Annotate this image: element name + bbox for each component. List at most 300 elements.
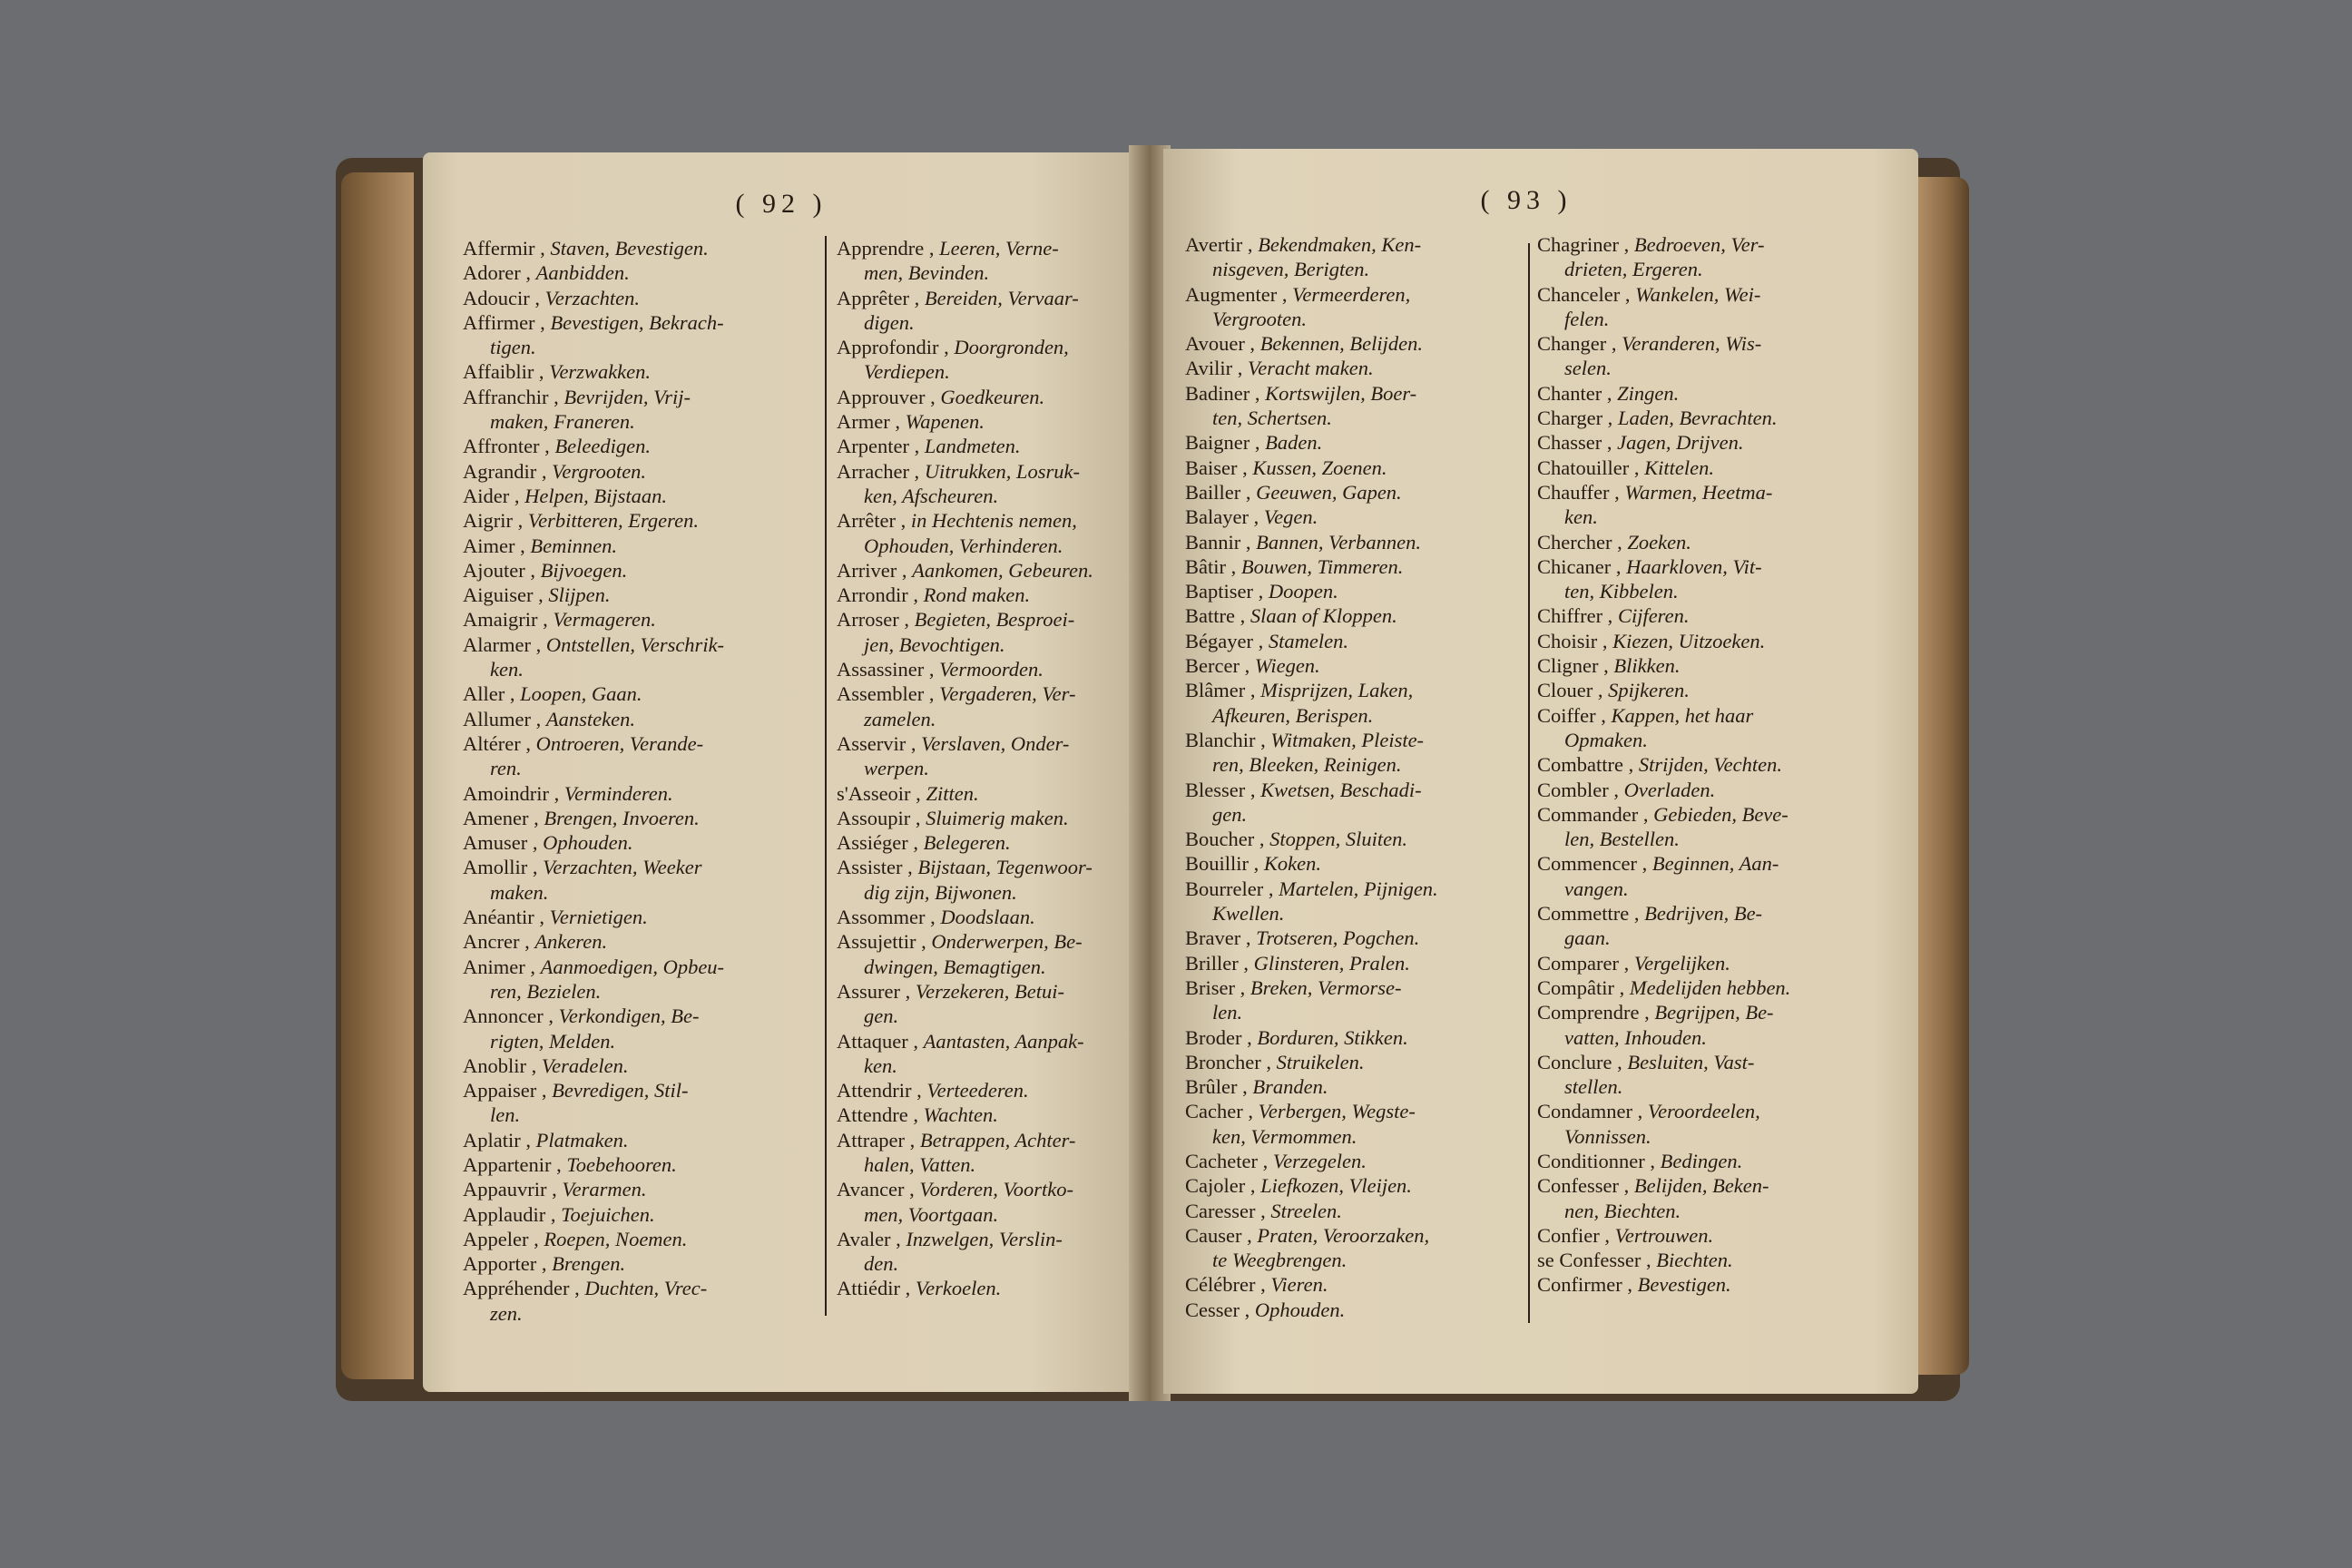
translation: Verzwakken. xyxy=(549,360,652,384)
dictionary-entry xyxy=(837,409,1093,434)
headword: Avouer , xyxy=(1185,332,1256,356)
dictionary-entry xyxy=(837,1152,1093,1177)
headword: Arpenter , xyxy=(837,435,920,458)
column-rule xyxy=(1528,243,1530,1323)
headword: Choisir , xyxy=(1537,629,1608,652)
headword: Coiffer , xyxy=(1537,703,1606,727)
headword: Adoucir , xyxy=(463,286,540,309)
dictionary-entry xyxy=(1537,603,1790,628)
headword: Altérer , xyxy=(463,731,531,755)
translation: Leeren, Verne- xyxy=(939,237,1059,260)
headword: Amaigrir , xyxy=(463,608,548,632)
translation: Jagen, Drijven. xyxy=(1617,431,1744,455)
translation: Rond maken. xyxy=(923,583,1031,607)
headword: Boucher , xyxy=(1185,828,1265,851)
dictionary-entry xyxy=(1185,703,1438,728)
headword: Approfondir , xyxy=(837,336,949,359)
translation: Liefkozen, Vleijen. xyxy=(1260,1174,1412,1198)
dictionary-entry xyxy=(837,855,1093,879)
headword: Affaiblir , xyxy=(463,360,544,384)
headword: Broncher , xyxy=(1185,1050,1271,1073)
dictionary-entry xyxy=(1185,356,1438,380)
dictionary-entry xyxy=(1537,331,1790,356)
headword: Affronter , xyxy=(463,435,550,458)
translation: Doorgronden, xyxy=(954,336,1069,359)
headword: Baigner , xyxy=(1185,431,1260,455)
headword: Amollir , xyxy=(463,856,538,879)
dictionary-entry xyxy=(1185,257,1438,281)
dictionary-entry xyxy=(463,459,724,484)
dictionary-entry xyxy=(463,905,724,929)
headword: Cligner , xyxy=(1537,654,1609,678)
dictionary-entry xyxy=(463,955,724,979)
dictionary-entry xyxy=(837,806,1093,830)
dictionary-entry xyxy=(1537,778,1790,802)
translation: Wachten. xyxy=(923,1103,998,1127)
translation: Uitrukken, Losruk- xyxy=(924,459,1081,483)
translation: Misprijzen, Laken, xyxy=(1260,679,1414,702)
translation: selen. xyxy=(1564,357,1612,380)
headword: Attendre , xyxy=(837,1103,918,1127)
translation: Wankelen, Wei- xyxy=(1635,282,1761,306)
dictionary-entry xyxy=(1537,728,1790,752)
dictionary-entry xyxy=(837,1128,1093,1152)
headword: Avertir , xyxy=(1185,233,1253,256)
translation: Kortswijlen, Boer- xyxy=(1265,381,1417,405)
dictionary-entry xyxy=(463,632,724,657)
dictionary-entry xyxy=(463,434,724,458)
headword: Bannir , xyxy=(1185,530,1251,554)
dictionary-entry xyxy=(1537,1099,1790,1123)
translation: Vermoorden. xyxy=(939,658,1044,681)
translation: Begieten, Besproei- xyxy=(914,608,1075,632)
dictionary-entry xyxy=(1537,802,1790,827)
translation: Borduren, Stikken. xyxy=(1257,1025,1408,1049)
translation: Ophouden, Verhinderen. xyxy=(864,534,1063,557)
open-book xyxy=(336,145,1969,1406)
headword: Attaquer , xyxy=(837,1029,918,1053)
headword: Assassiner , xyxy=(837,658,935,681)
dictionary-entry xyxy=(1537,653,1790,678)
dictionary-entry xyxy=(463,731,724,756)
dictionary-entry xyxy=(463,880,724,905)
translation: drieten, Ergeren. xyxy=(1564,258,1703,281)
headword: Arroser , xyxy=(837,608,909,632)
dictionary-entry xyxy=(1537,926,1790,950)
dictionary-entry xyxy=(837,286,1093,310)
headword: Anéantir , xyxy=(463,906,544,929)
dictionary-entry xyxy=(1537,381,1790,406)
translation: Verteederen. xyxy=(926,1079,1029,1102)
headword: Apporter , xyxy=(463,1252,547,1276)
dictionary-entry xyxy=(1537,1272,1790,1297)
headword: Confier , xyxy=(1537,1223,1610,1247)
headword: Célébrer , xyxy=(1185,1273,1266,1297)
dictionary-entry xyxy=(837,534,1093,558)
dictionary-entry xyxy=(1537,456,1790,480)
dictionary-entry xyxy=(1537,579,1790,603)
dictionary-entry xyxy=(1537,1000,1790,1024)
translation: zamelen. xyxy=(864,707,936,730)
translation: Wiegen. xyxy=(1254,654,1320,678)
translation: Inzwelgen, Verslin- xyxy=(906,1227,1063,1250)
dictionary-column xyxy=(463,236,724,1326)
dictionary-entry xyxy=(1537,1248,1790,1272)
headword: Commettre , xyxy=(1537,902,1640,926)
translation: Helpen, Bijstaan. xyxy=(524,484,667,507)
translation: Bevestigen. xyxy=(1637,1273,1731,1297)
translation: digen. xyxy=(864,310,915,334)
dictionary-entry xyxy=(463,1301,724,1326)
headword: Aigrir , xyxy=(463,509,524,533)
headword: Caresser , xyxy=(1185,1199,1266,1222)
dictionary-entry xyxy=(837,385,1093,409)
dictionary-entry xyxy=(1185,1223,1438,1248)
translation: Trotseren, Pogchen. xyxy=(1256,926,1420,950)
translation: Verslaven, Onder- xyxy=(921,731,1070,755)
dictionary-entry xyxy=(837,731,1093,756)
translation: Geeuwen, Gapen. xyxy=(1256,480,1402,504)
dictionary-entry xyxy=(837,681,1093,706)
translation: Ontstellen, Verschrik- xyxy=(545,632,725,656)
headword: Cajoler , xyxy=(1185,1174,1256,1198)
dictionary-entry xyxy=(837,310,1093,335)
dictionary-entry xyxy=(1537,901,1790,926)
dictionary-entry xyxy=(837,359,1093,384)
column-rule xyxy=(825,236,827,1316)
dictionary-entry xyxy=(1185,802,1438,827)
headword: Assommer , xyxy=(837,906,936,929)
translation: Veradelen. xyxy=(541,1054,629,1077)
dictionary-entry xyxy=(463,756,724,780)
translation: Bijvoegen. xyxy=(540,558,628,582)
translation: Bereiden, Vervaar- xyxy=(924,286,1079,309)
dictionary-entry xyxy=(1537,629,1790,653)
translation: Bevestigen, Bekrach- xyxy=(550,310,724,334)
translation: Beleedigen. xyxy=(554,435,652,458)
dictionary-entry xyxy=(837,508,1093,533)
headword: Comparer , xyxy=(1537,951,1630,975)
translation: in Hechtenis nemen, xyxy=(910,509,1077,533)
headword: Armer , xyxy=(837,410,900,434)
dictionary-entry xyxy=(1537,505,1790,529)
translation: den. xyxy=(864,1252,899,1276)
dictionary-entry xyxy=(1537,1074,1790,1099)
dictionary-entry xyxy=(837,979,1093,1004)
dictionary-entry xyxy=(1185,603,1438,628)
dictionary-entry xyxy=(837,1227,1093,1251)
translation: len, Bestellen. xyxy=(1564,828,1680,851)
translation: Toejuichen. xyxy=(561,1202,655,1226)
translation: Vergrooten. xyxy=(1212,307,1307,330)
dictionary-entry xyxy=(837,632,1093,657)
translation: Sluimerig maken. xyxy=(926,806,1069,829)
dictionary-entry xyxy=(1537,877,1790,901)
dictionary-entry xyxy=(463,681,724,706)
headword: Attendrir , xyxy=(837,1079,922,1102)
translation: Platmaken. xyxy=(535,1128,629,1152)
headword: Confirmer , xyxy=(1537,1273,1632,1297)
translation: Bekendmaken, Ken- xyxy=(1258,233,1422,256)
right-page xyxy=(1163,149,1918,1394)
translation: Verbitteren, Ergeren. xyxy=(527,509,699,533)
dictionary-entry xyxy=(1185,728,1438,752)
translation: maken, Franeren. xyxy=(490,410,635,434)
dictionary-entry xyxy=(463,583,724,607)
translation: te Weegbrengen. xyxy=(1212,1249,1348,1272)
translation: Vermageren. xyxy=(553,608,656,632)
translation: ren, Bleeken, Reinigen. xyxy=(1212,753,1402,777)
translation: Stoppen, Sluiten. xyxy=(1269,828,1407,851)
dictionary-entry xyxy=(837,830,1093,855)
translation: Streelen. xyxy=(1270,1199,1342,1222)
dictionary-entry xyxy=(837,583,1093,607)
dictionary-entry xyxy=(1185,877,1438,901)
dictionary-entry xyxy=(1185,653,1438,678)
headword: Baptiser , xyxy=(1185,580,1264,603)
headword: Briller , xyxy=(1185,951,1249,975)
headword: Combler , xyxy=(1537,778,1619,801)
dictionary-entry xyxy=(1185,629,1438,653)
headword: Cesser , xyxy=(1185,1298,1250,1321)
dictionary-entry xyxy=(463,260,724,285)
dictionary-entry xyxy=(1185,901,1438,926)
left-page xyxy=(423,152,1136,1392)
translation: felen. xyxy=(1564,307,1610,330)
headword: Appauvrir , xyxy=(463,1178,557,1201)
right-page-edges xyxy=(1916,177,1969,1375)
headword: Amener , xyxy=(463,806,539,829)
headword: Clouer , xyxy=(1537,679,1603,702)
dictionary-entry xyxy=(837,1177,1093,1201)
headword: Bailler , xyxy=(1185,480,1251,504)
dictionary-entry xyxy=(463,558,724,583)
headword: Chercher , xyxy=(1537,530,1622,554)
headword: Appréhender , xyxy=(463,1277,580,1300)
translation: vangen. xyxy=(1564,877,1629,900)
translation: ren, Bezielen. xyxy=(490,979,602,1003)
translation: Medelijden hebben. xyxy=(1629,975,1791,999)
headword: Charger , xyxy=(1537,407,1613,430)
headword: Badiner , xyxy=(1185,381,1260,405)
translation: Ophouden. xyxy=(543,831,633,855)
dictionary-entry xyxy=(1185,926,1438,950)
headword: se Confesser , xyxy=(1537,1249,1651,1272)
translation: jen, Bevochtigen. xyxy=(864,632,1005,656)
translation: Verminderen. xyxy=(564,781,673,805)
dictionary-entry xyxy=(837,260,1093,285)
translation: Kittelen. xyxy=(1644,456,1714,479)
dictionary-entry xyxy=(1185,975,1438,1000)
dictionary-entry xyxy=(463,1276,724,1300)
translation: Vergelijken. xyxy=(1633,951,1730,975)
headword: Confesser , xyxy=(1537,1174,1630,1198)
dictionary-entry xyxy=(837,1054,1093,1078)
dictionary-entry xyxy=(463,929,724,954)
dictionary-entry xyxy=(837,1078,1093,1102)
headword: Assiéger , xyxy=(837,831,918,855)
translation: men, Bevinden. xyxy=(864,261,990,285)
headword: Blanchir , xyxy=(1185,728,1266,751)
dictionary-entry xyxy=(1185,1199,1438,1223)
translation: Vieren. xyxy=(1270,1273,1328,1297)
headword: Applaudir , xyxy=(463,1202,556,1226)
translation: Bedroeven, Ver- xyxy=(1633,233,1765,256)
dictionary-entry xyxy=(1537,703,1790,728)
translation: Aanbidden. xyxy=(535,261,630,285)
translation: rigten, Melden. xyxy=(490,1029,616,1053)
translation: men, Voortgaan. xyxy=(864,1202,999,1226)
headword: Annoncer , xyxy=(463,1004,554,1028)
headword: Avaler , xyxy=(837,1227,901,1250)
dictionary-entry xyxy=(463,335,724,359)
translation: Cijferen. xyxy=(1617,604,1690,628)
translation: Haarkloven, Vit- xyxy=(1626,554,1762,578)
page-number: ( 93 ) xyxy=(1480,185,1573,215)
translation: Vergrooten. xyxy=(552,459,647,483)
translation: gen. xyxy=(864,1004,899,1028)
translation: Belegeren. xyxy=(923,831,1011,855)
translation: Verarmen. xyxy=(562,1178,647,1201)
dictionary-entry xyxy=(1185,1000,1438,1024)
dictionary-entry xyxy=(463,310,724,335)
translation: len. xyxy=(1212,1001,1243,1024)
translation: Bijstaan, Tegenwoor- xyxy=(917,856,1093,879)
dictionary-entry xyxy=(1537,1025,1790,1050)
headword: Conditionner , xyxy=(1537,1149,1655,1172)
dictionary-entry xyxy=(837,707,1093,731)
dictionary-entry xyxy=(1537,430,1790,455)
translation: Slijpen. xyxy=(548,583,611,607)
dictionary-entry xyxy=(463,1177,724,1201)
dictionary-entry xyxy=(1185,1050,1438,1074)
translation: Vertrouwen. xyxy=(1614,1223,1714,1247)
headword: Chatouiller , xyxy=(1537,456,1640,479)
dictionary-entry xyxy=(1185,406,1438,430)
headword: Amoindrir , xyxy=(463,781,560,805)
headword: Chagriner , xyxy=(1537,233,1630,256)
dictionary-entry xyxy=(837,880,1093,905)
translation: len. xyxy=(490,1103,521,1127)
translation: Blikken. xyxy=(1613,654,1681,678)
translation: Laden, Bevrachten. xyxy=(1617,407,1778,430)
dictionary-entry xyxy=(1185,1149,1438,1173)
dictionary-entry xyxy=(1537,678,1790,702)
dictionary-entry xyxy=(463,359,724,384)
translation: maken. xyxy=(490,880,549,904)
translation: Spijkeren. xyxy=(1608,679,1690,702)
dictionary-entry xyxy=(463,707,724,731)
dictionary-entry xyxy=(1537,951,1790,975)
dictionary-entry xyxy=(463,286,724,310)
dictionary-entry xyxy=(1185,1298,1438,1322)
page-number: ( 92 ) xyxy=(735,189,828,219)
translation: Slaan of Kloppen. xyxy=(1250,604,1397,628)
dictionary-entry xyxy=(1185,331,1438,356)
dictionary-entry xyxy=(463,484,724,508)
dictionary-entry xyxy=(1185,505,1438,529)
translation: Bekennen, Belijden. xyxy=(1259,332,1423,356)
translation: Belijden, Beken- xyxy=(1633,1174,1769,1198)
headword: Assujettir , xyxy=(837,930,926,954)
translation: ken, Afscheuren. xyxy=(864,484,999,507)
translation: ten, Kibbelen. xyxy=(1564,580,1679,603)
translation: Betrappen, Achter- xyxy=(919,1128,1076,1152)
headword: Bâtir , xyxy=(1185,554,1237,578)
translation: Bedingen. xyxy=(1660,1149,1743,1172)
headword: Combattre , xyxy=(1537,753,1634,777)
dictionary-entry xyxy=(463,830,724,855)
headword: Cacher , xyxy=(1185,1100,1253,1123)
translation: Kiezen, Uitzoeken. xyxy=(1612,629,1766,652)
translation: Vergaderen, Ver- xyxy=(939,682,1076,706)
headword: Augmenter , xyxy=(1185,282,1288,306)
translation: Zingen. xyxy=(1617,381,1680,405)
dictionary-entry xyxy=(463,855,724,879)
headword: Aimer , xyxy=(463,534,525,557)
dictionary-entry xyxy=(837,1276,1093,1300)
headword: Chasser , xyxy=(1537,431,1612,455)
translation: ken. xyxy=(864,1054,897,1077)
headword: Assurer , xyxy=(837,979,911,1003)
headword: Arrondir , xyxy=(837,583,918,607)
dictionary-entry xyxy=(1185,554,1438,579)
translation: Verzegelen. xyxy=(1272,1149,1367,1172)
translation: Vorderen, Voortko- xyxy=(919,1178,1073,1201)
translation: Vernietigen. xyxy=(549,906,648,929)
headword: Alarmer , xyxy=(463,632,542,656)
headword: Cacheter , xyxy=(1185,1149,1269,1172)
translation: nisgeven, Berigten. xyxy=(1212,258,1370,281)
translation: Veroordeelen, xyxy=(1647,1100,1760,1123)
translation: Martelen, Pijnigen. xyxy=(1279,877,1438,900)
dictionary-entry xyxy=(837,1202,1093,1227)
dictionary-entry xyxy=(1185,951,1438,975)
dictionary-entry xyxy=(463,385,724,409)
translation: Verzachten, Weeker xyxy=(543,856,702,879)
dictionary-entry xyxy=(1537,827,1790,851)
translation: Brengen, Invoeren. xyxy=(544,806,700,829)
headword: Battre , xyxy=(1185,604,1246,628)
translation: zen. xyxy=(490,1301,523,1325)
dictionary-entry xyxy=(1537,307,1790,331)
headword: Commander , xyxy=(1537,802,1649,826)
dictionary-entry xyxy=(463,806,724,830)
dictionary-column xyxy=(837,236,1093,1301)
translation: werpen. xyxy=(864,757,929,780)
translation: Aantasten, Aanpak- xyxy=(923,1029,1084,1053)
translation: ten, Schertsen. xyxy=(1212,407,1332,430)
headword: Aiguiser , xyxy=(463,583,544,607)
headword: Anoblir , xyxy=(463,1054,537,1077)
translation: Breken, Vermorse- xyxy=(1250,975,1402,999)
translation: Branden. xyxy=(1252,1075,1328,1099)
headword: Apprendre , xyxy=(837,237,935,260)
headword: Ajouter , xyxy=(463,558,535,582)
headword: Chiffrer , xyxy=(1537,604,1613,628)
translation: Besluiten, Vast- xyxy=(1627,1050,1755,1073)
translation: Bouwen, Timmeren. xyxy=(1240,554,1404,578)
translation: ken. xyxy=(1564,505,1598,529)
dictionary-entry xyxy=(837,955,1093,979)
dictionary-entry xyxy=(1185,1025,1438,1050)
dictionary-entry xyxy=(1537,1124,1790,1149)
dictionary-entry xyxy=(1537,480,1790,505)
translation: dig zijn, Bijwonen. xyxy=(864,880,1017,904)
translation: stellen. xyxy=(1564,1075,1623,1099)
headword: Broder , xyxy=(1185,1025,1252,1049)
translation: Zoeken. xyxy=(1627,530,1691,554)
